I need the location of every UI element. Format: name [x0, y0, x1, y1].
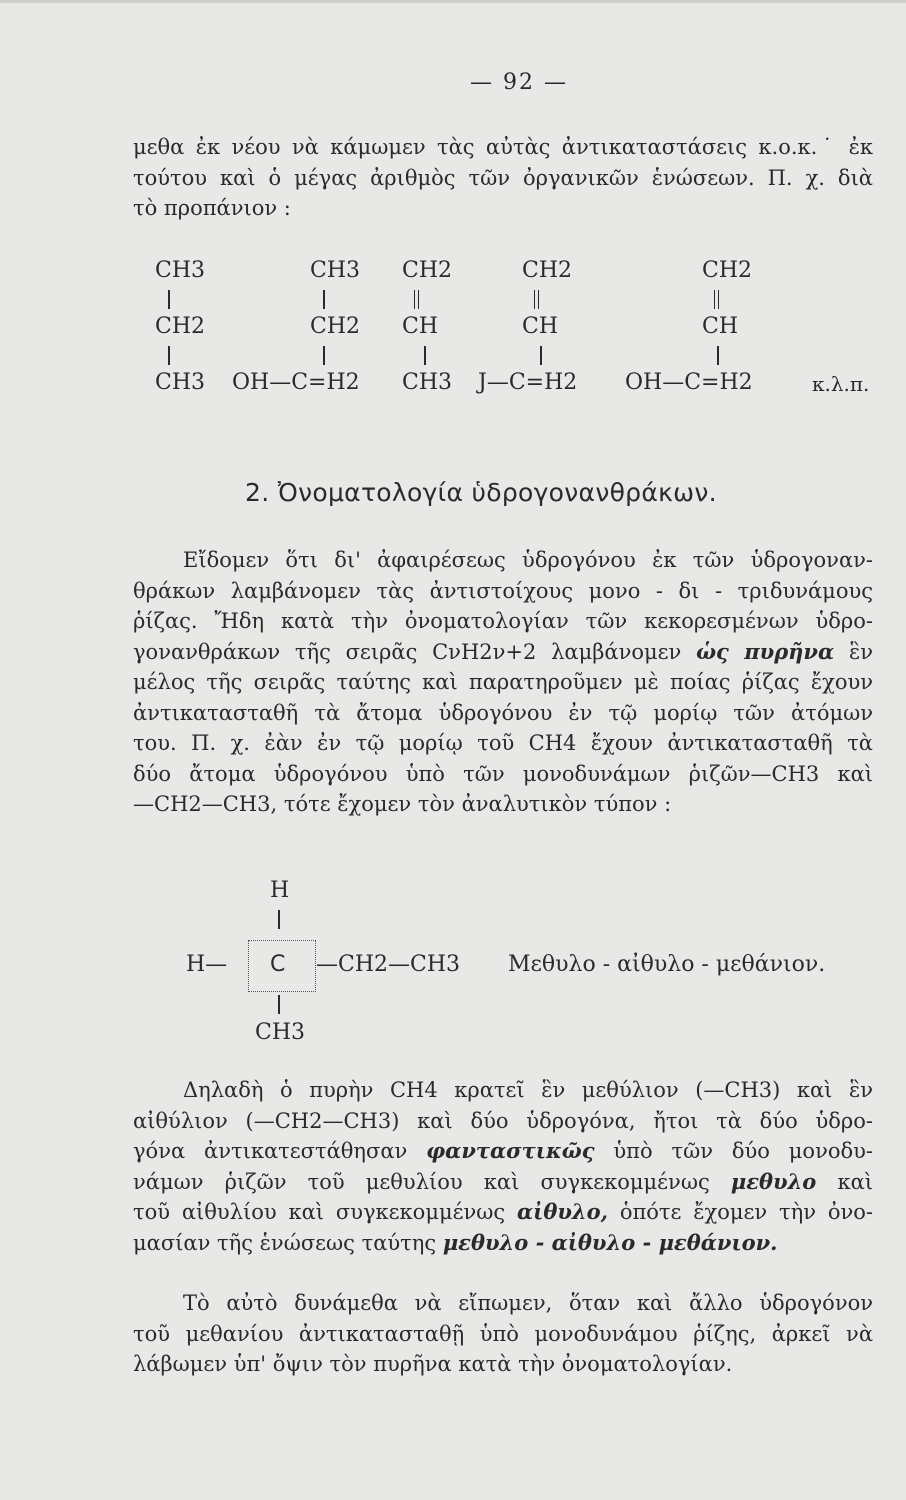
- formula-2-row1: CH3: [310, 258, 361, 283]
- paragraph-line: του. Π. χ. ἐὰν ἐν τῷ μορίῳ τοῦ CH4 ἔχουν ἀντικατασταθῆ τὰ: [133, 731, 873, 755]
- single-bond: [424, 346, 426, 365]
- text-run: τοῦ αἰθυλίου καὶ συγκεκομμένως: [133, 1200, 506, 1224]
- paragraph-line: θράκων λαμβάνομεν τὰς ἀντιστοίχους μονο - δι - τριδυνάμους: [133, 578, 873, 603]
- paragraph-line: Δηλαδὴ ὁ πυρὴν CH4 κρατεῖ ἓν μεθύλιον (—CH3) καὶ ἓν: [183, 1078, 873, 1102]
- structure-center-atom: C: [270, 952, 286, 977]
- text-run: γόνα ἀντικατεστάθησαν: [133, 1139, 408, 1163]
- paragraph-line: μέλος τῆς σειρᾶς ταύτης καὶ παρατηροῦμεν μὲ ποίας ῥίζας ἔχουν: [133, 670, 873, 694]
- formula-1-row3: CH3: [155, 370, 206, 395]
- text-run: ὁπότε ἔχομεν τὴν ὀνο-: [619, 1200, 874, 1224]
- paragraph-line: [133, 637, 873, 668]
- formula-1-row2: CH2: [155, 314, 206, 339]
- formula-5-row2: CH: [702, 314, 739, 339]
- paragraph-line: —CH2—CH3, τότε ἔχομεν τὸν ἀναλυτικὸν τύπον :: [133, 792, 672, 816]
- formula-4-row3: J—C=H2: [478, 370, 578, 395]
- formula-3-row3: CH3: [402, 370, 453, 395]
- double-bond: [714, 290, 719, 309]
- formula-5-row1: CH2: [702, 258, 753, 283]
- formula-4-row2: CH: [522, 314, 559, 339]
- paragraph-explanation: [133, 1075, 873, 1258]
- formula-2-row3: OH—C=H2: [232, 370, 360, 395]
- single-bond: [278, 995, 280, 1014]
- page-number: — 92 —: [470, 70, 568, 95]
- text-run: μασίαν τῆς ἑνώσεως ταύτης: [133, 1230, 437, 1255]
- paragraph-line: δύο ἄτομα ὑδρογόνου ὑπὸ τῶν μονοδυνάμων ῥιζῶν—CH3 καὶ: [133, 761, 873, 786]
- formula-etc: κ.λ.π.: [812, 372, 870, 396]
- emphasis-text: φανταστικῶς: [426, 1138, 595, 1163]
- paragraph-line: ῥίζας. Ἤδη κατὰ τὴν ὀνοματολογίαν τῶν κεκορεσμένων ὑδρο-: [133, 609, 873, 633]
- emphasis-text: ὡς πυρῆνα: [696, 638, 835, 664]
- intro-line: τούτου καὶ ὁ μέγας ἀριθμὸς τῶν ὀργανικῶν ἑνώσεων. Π. χ. διὰ: [133, 165, 873, 190]
- double-bond: [534, 290, 539, 309]
- paragraph-conclusion: [133, 1288, 873, 1380]
- text-run: νάμων ῥιζῶν τοῦ μεθυλίου καὶ συγκεκομμένως: [133, 1169, 710, 1194]
- formula-5-row3: OH—C=H2: [625, 370, 753, 395]
- paragraph-line: τοῦ μεθανίου ἀντικατασταθῇ ὑπὸ μονοδυνάμου ῥίζης, ἀρκεῖ νὰ: [133, 1321, 873, 1346]
- structure-bottom-group: CH3: [255, 1020, 306, 1045]
- emphasis-text: αἰθυλο,: [517, 1199, 608, 1224]
- single-bond: [278, 910, 280, 929]
- intro-line: τὸ προπάνιον :: [133, 196, 291, 220]
- paragraph-line: Εἴδομεν ὅτι δι' ἀφαιρέσεως ὑδρογόνου ἐκ τῶν ὑδρογοναν-: [183, 548, 873, 572]
- formula-4-row1: CH2: [522, 258, 573, 283]
- formula-3-row2: CH: [402, 314, 439, 339]
- text-run: ἓν: [848, 639, 873, 664]
- formula-3-row1: CH2: [402, 258, 453, 283]
- single-bond: [323, 290, 325, 309]
- structure-top-atom: H: [270, 878, 290, 903]
- intro-paragraph: [133, 132, 873, 224]
- paragraph-line: [133, 1228, 873, 1259]
- structure-right-group: —CH2—CH3: [316, 952, 461, 977]
- paragraph-nomenclature: [133, 545, 873, 820]
- paragraph-line: λάβωμεν ὑπ' ὄψιν τὸν πυρῆνα κατὰ τὴν ὀνοματολογίαν.: [133, 1352, 733, 1376]
- single-bond: [168, 290, 170, 309]
- paragraph-line: [133, 1136, 873, 1167]
- paragraph-line: [133, 1197, 873, 1228]
- formula-2-row2: CH2: [310, 314, 361, 339]
- paragraph-line: αἰθύλιον (—CH2—CH3) καὶ δύο ὑδρογόνα, ἤτοι τὰ δύο ὑδρο-: [133, 1108, 873, 1133]
- emphasis-text: μεθυλο - αἰθυλο - μεθάνιον.: [442, 1229, 778, 1255]
- section-heading: 2. Ὀνοματολογία ὑδρογονανθράκων.: [245, 478, 717, 507]
- paragraph-line: [133, 1167, 873, 1198]
- formula-1-row1: CH3: [155, 258, 206, 283]
- structure-name: Μεθυλο - αἰθυλο - μεθάνιον.: [508, 952, 826, 977]
- intro-line: μεθα ἐκ νέου νὰ κάμωμεν τὰς αὐτὰς ἀντικαταστάσεις κ.ο.κ.˙ ἐκ: [133, 135, 873, 159]
- single-bond: [540, 346, 542, 365]
- structure-left-atom: H—: [186, 952, 228, 977]
- text-run: ὑπὸ τῶν δύο μονοδυ-: [613, 1139, 873, 1163]
- single-bond: [168, 346, 170, 365]
- double-bond: [414, 290, 419, 309]
- single-bond: [323, 346, 325, 365]
- top-edge: [0, 0, 906, 3]
- text-run: καὶ: [837, 1169, 873, 1194]
- paragraph-line: Τὸ αὐτὸ δυνάμεθα νὰ εἴπωμεν, ὅταν καὶ ἄλλο ὑδρογόνον: [183, 1291, 873, 1315]
- text-run: γονανθράκων τῆς σειρᾶς CνH2ν+2 λαμβάνομεν: [133, 639, 682, 664]
- single-bond: [717, 346, 719, 365]
- emphasis-text: μεθυλο: [730, 1168, 817, 1194]
- paragraph-line: ἀντικατασταθῆ τὰ ἄτομα ὑδρογόνου ἐν τῷ μορίῳ τῶν ἀτόμων: [133, 700, 873, 725]
